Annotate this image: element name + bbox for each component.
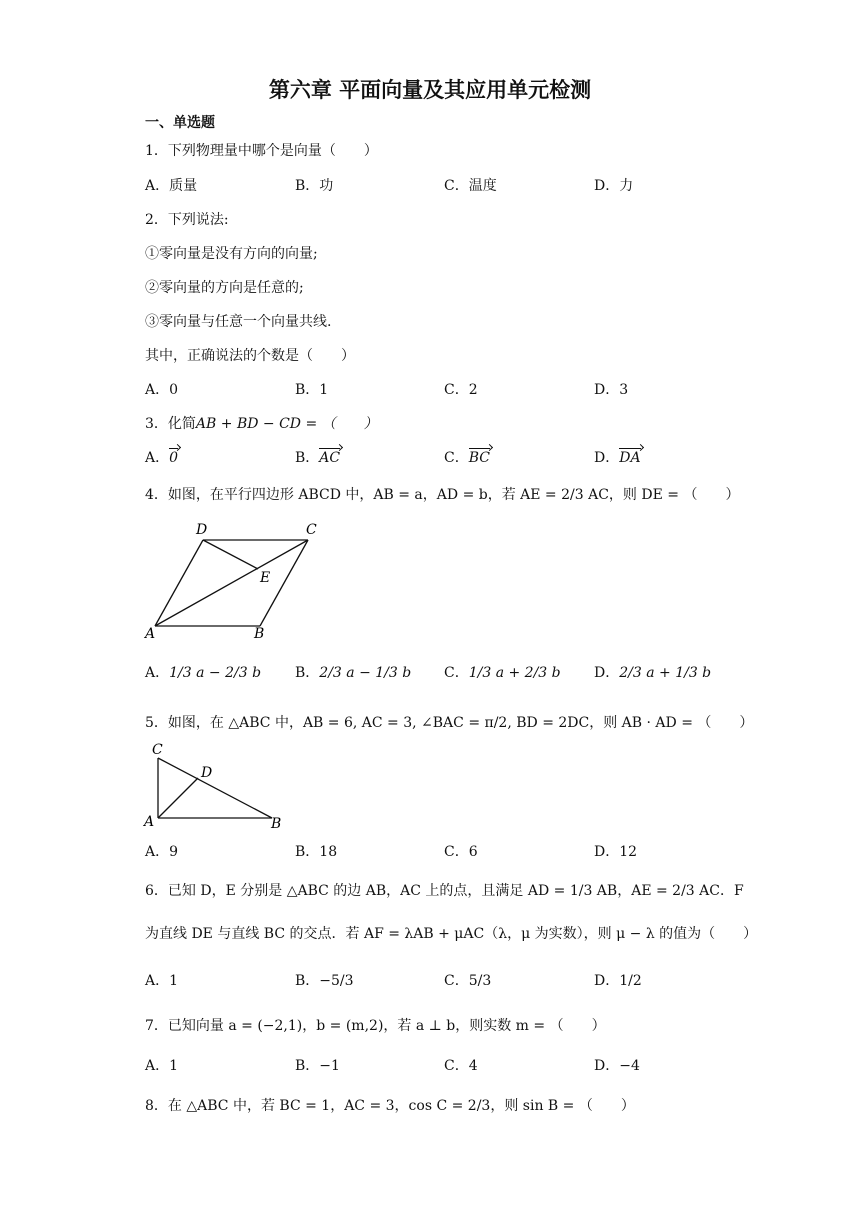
q4-option-d-expr: 2/3 a + 1/3 b [619, 665, 712, 681]
q7-option-b[interactable]: B．−1 [295, 1058, 340, 1074]
q2-option-b[interactable]: B．1 [295, 382, 329, 398]
fig5-label-d: D [201, 765, 213, 781]
q3-option-d-label: D． [594, 450, 620, 466]
q3-option-d[interactable] [594, 447, 641, 467]
q4-option-c-label: C． [444, 665, 469, 681]
q7-option-a[interactable]: A．1 [145, 1058, 179, 1074]
question-1-stem: 1．下列物理量中哪个是向量（ ） [145, 143, 378, 159]
q3-option-a-value: 0 [169, 450, 179, 466]
q1-option-b[interactable]: B．功 [295, 178, 334, 194]
q3-option-b-label: B． [295, 450, 320, 466]
fig4-label-d: D [196, 522, 208, 538]
question-6-stem-line-2: 为直线 DE 与直线 BC 的交点．若 AF = λAB + μAC（λ，μ 为实数），则 μ − λ 的值为（ ） [145, 926, 758, 942]
fig4-label-c: C [306, 522, 317, 538]
question-3-stem [145, 413, 378, 433]
q3-option-c[interactable] [444, 447, 490, 467]
page-title: 第六章 平面向量及其应用单元检测 [268, 78, 592, 102]
q4-option-d-label: D． [594, 665, 620, 681]
q3-option-d-value: DA [619, 450, 641, 466]
q3-option-a[interactable] [145, 447, 178, 467]
q2-option-a[interactable]: A．0 [145, 382, 179, 398]
fig5-label-b: B [271, 816, 282, 830]
q6-option-d[interactable]: D．1/2 [594, 973, 642, 989]
q2-ask: 其中，正确说法的个数是（ ） [145, 348, 355, 364]
q5-option-a[interactable]: A．9 [145, 844, 179, 860]
q6-option-b[interactable]: B．−5/3 [295, 973, 354, 989]
parallelogram-figure [140, 518, 330, 644]
fig5-label-a: A [144, 814, 155, 830]
q1-option-c[interactable]: C．温度 [444, 178, 497, 194]
q4-option-b-expr: 2/3 a − 1/3 b [319, 665, 412, 681]
fig5-label-c: C [152, 742, 163, 758]
q3-prefix: 3．化简 [145, 416, 196, 432]
question-2-stem: 2．下列说法: [145, 212, 229, 228]
q2-statement-2: ②零向量的方向是任意的; [145, 280, 304, 296]
q4-option-b[interactable] [295, 662, 411, 682]
q5-option-c[interactable]: C．6 [444, 844, 478, 860]
question-8-stem: 8．在 △ABC 中，若 BC = 1，AC = 3，cos C = 2/3，则 sin B = （ ） [145, 1098, 635, 1114]
q2-option-d[interactable]: D．3 [594, 382, 629, 398]
question-6-stem-line-1: 6．已知 D，E 分别是 △ABC 的边 AB，AC 上的点，且满足 AD = 1/3 AB，AE = 2/3 AC．F [145, 883, 744, 899]
q6-option-a[interactable]: A．1 [145, 973, 179, 989]
fig4-label-a: A [145, 626, 156, 642]
q2-statement-1: ①零向量是没有方向的向量; [145, 246, 318, 262]
q4-option-a[interactable] [145, 662, 261, 682]
q3-option-c-label: C． [444, 450, 469, 466]
q4-option-a-expr: 1/3 a − 2/3 b [169, 665, 262, 681]
q1-option-d[interactable]: D．力 [594, 178, 634, 194]
fig4-label-b: B [254, 626, 265, 642]
q5-option-d[interactable]: D．12 [594, 844, 638, 860]
q4-option-c[interactable] [444, 662, 561, 682]
fig4-label-e: E [260, 570, 271, 586]
q2-statement-3: ③零向量与任意一个向量共线. [145, 314, 332, 330]
q3-option-b-value: AC [319, 450, 341, 466]
q7-option-c[interactable]: C．4 [444, 1058, 478, 1074]
q4-option-c-expr: 1/3 a + 2/3 b [468, 665, 561, 681]
q4-option-a-label: A． [145, 665, 170, 681]
q3-option-a-label: A． [145, 450, 170, 466]
q3-option-b[interactable] [295, 447, 340, 467]
q5-option-b[interactable]: B．18 [295, 844, 338, 860]
q7-option-d[interactable]: D．−4 [594, 1058, 640, 1074]
q4-option-d[interactable] [594, 662, 711, 682]
question-7-stem: 7．已知向量 a = (−2,1)，b = (m,2)，若 a ⊥ b，则实数 m = （ ） [145, 1018, 606, 1034]
q3-option-c-value: BC [468, 450, 490, 466]
q4-option-b-label: B． [295, 665, 320, 681]
triangle-figure [140, 740, 290, 830]
section-heading: 一、单选题 [145, 115, 215, 131]
question-5-stem: 5．如图，在 △ABC 中，AB = 6, AC = 3, ∠BAC = π/2, BD = 2DC，则 AB · AD = （ ） [145, 715, 754, 731]
q1-option-a[interactable]: A．质量 [145, 178, 198, 194]
q3-expression: AB + BD − CD = （ ） [195, 416, 378, 432]
q6-option-c[interactable]: C．5/3 [444, 973, 492, 989]
q2-option-c[interactable]: C．2 [444, 382, 478, 398]
question-4-stem: 4．如图，在平行四边形 ABCD 中，AB = a，AD = b，若 AE = 2/3 AC，则 DE = （ ） [145, 487, 740, 503]
